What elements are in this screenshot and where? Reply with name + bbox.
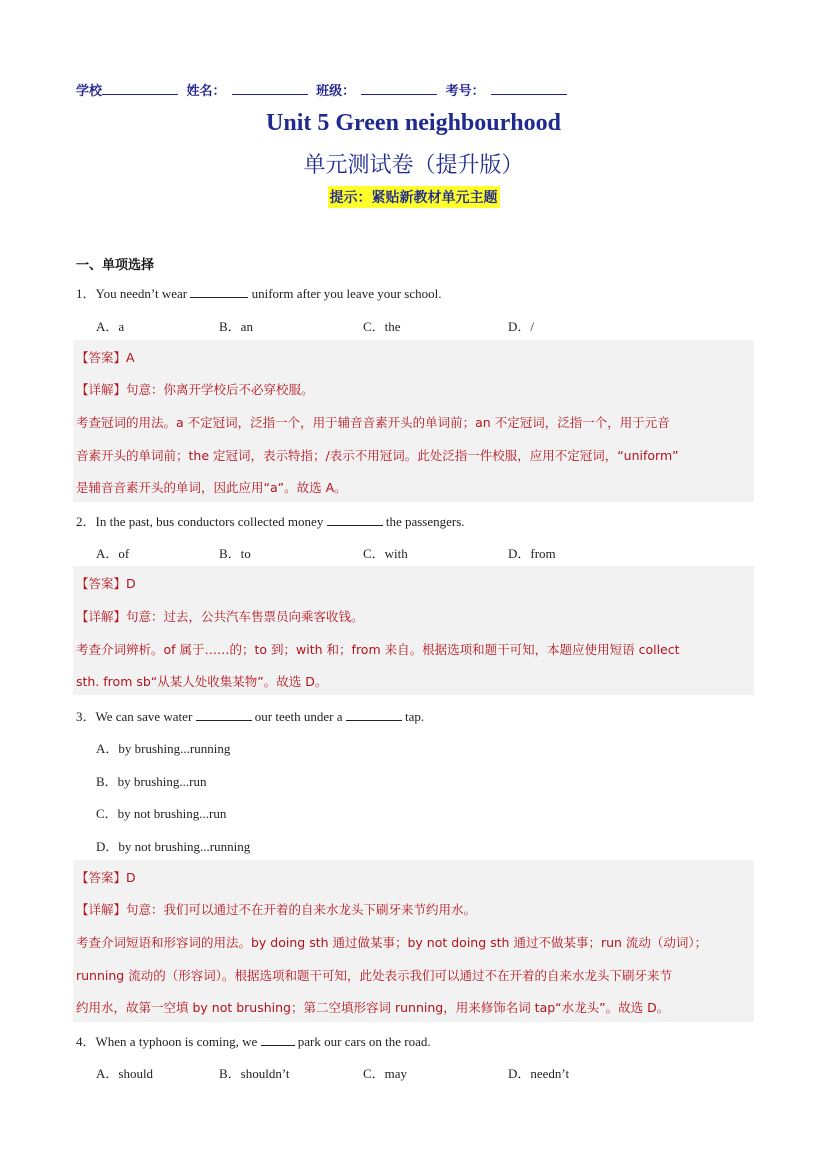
explanation-line: 考查介词辨析。of 属于……的；to 到；with 和；from 来自。根据选项和题干可知，本题应使用短语 collect (76, 642, 680, 657)
explanation-line: 是辅音音素开头的单词，因此应用“a”。故选 A。 (76, 480, 347, 495)
option-a[interactable]: A．by brushing...running (96, 741, 231, 756)
title-english-text: Unit 5 Green neighbourhood (266, 110, 561, 136)
name-label: 姓名： (186, 84, 226, 99)
question-number: 2． (76, 514, 96, 529)
answer-blank-1[interactable] (196, 708, 252, 721)
question-3-answer-block (73, 860, 754, 1022)
exam-number-blank[interactable] (491, 82, 567, 95)
exam-number-field (446, 80, 571, 99)
option-a[interactable]: A．a (96, 319, 125, 334)
detail-title: 【详解】句意：你离开学校后不必穿校服。 (76, 382, 314, 397)
explanation-line: 约用水，故第一空填 by not brushing；第二空填形容词 running，用来修饰名词 tap“水龙头”。故选 D。 (76, 1000, 670, 1015)
question-2-answer-block (73, 566, 754, 695)
option-d[interactable]: D．from (508, 546, 556, 561)
explanation-line: sth. from sb“从某人处收集某物”。故选 D。 (76, 674, 328, 689)
stem-text: uniform after you leave your school. (248, 286, 442, 301)
option-c[interactable]: C．with (363, 546, 408, 561)
school-field (76, 80, 182, 99)
option-c[interactable]: C．the (363, 319, 401, 334)
question-1-answer-block (73, 340, 754, 502)
stem-text: We can save water (95, 709, 196, 724)
stem-text: In the past, bus conductors collected money (95, 514, 327, 529)
stem-text: You needn’t wear (95, 286, 191, 301)
answer-label: 【答案】A (76, 350, 135, 365)
section-title: 一、单项选择 (76, 258, 155, 273)
school-label: 学校 (76, 84, 103, 99)
student-info-fields (76, 80, 571, 99)
explanation-line: running 流动的（形容词）。根据选项和题干可知，此处表示我们可以通过不在开着的自来水龙头下刷牙来节 (76, 968, 672, 983)
stem-text: our teeth under a (251, 709, 346, 724)
question-number: 4． (76, 1034, 96, 1049)
option-a[interactable]: A．of (96, 546, 130, 561)
explanation-line: 音素开头的单词前；the 定冠词，表示特指；/表示不用冠词。此处泛指一件校服，应用不定冠词，“uniform” (76, 448, 679, 463)
answer-label: 【答案】D (76, 576, 136, 591)
option-d[interactable]: D．needn’t (508, 1066, 570, 1081)
title-chinese: 单元测试卷（提升版） (303, 153, 524, 178)
option-a[interactable]: A．should (96, 1066, 154, 1081)
detail-title: 【详解】句意：我们可以通过不在开着的自来水龙头下刷牙来节约用水。 (76, 902, 477, 917)
option-d[interactable]: D．/ (508, 319, 535, 334)
tip-wrapper (0, 186, 827, 208)
explanation-line: 考查介词短语和形容词的用法。by doing sth 通过做某事；by not doing sth 通过不做某事；run 流动（动词）； (76, 935, 708, 950)
class-label: 班级： (316, 84, 356, 99)
title-english (0, 110, 827, 137)
detail-title: 【详解】句意：过去，公共汽车售票员向乘客收钱。 (76, 609, 364, 624)
class-blank[interactable] (361, 82, 437, 95)
question-2-stem (76, 511, 465, 530)
option-b[interactable]: B．shouldn’t (219, 1066, 290, 1081)
question-number: 1． (76, 286, 96, 301)
tip-highlight: 提示：紧贴新教材单元主题 (328, 186, 500, 208)
option-b[interactable]: B．to (219, 546, 251, 561)
stem-text: park our cars on the road. (294, 1034, 431, 1049)
option-d[interactable]: D．by not brushing...running (96, 839, 251, 854)
option-c[interactable]: C．by not brushing...run (96, 806, 227, 821)
question-4-stem (76, 1031, 431, 1050)
class-field (316, 80, 441, 99)
stem-text: the passengers. (382, 514, 465, 529)
name-blank[interactable] (232, 82, 308, 95)
question-3-stem (76, 706, 424, 725)
exam-number-label: 考号： (445, 84, 485, 99)
answer-label: 【答案】D (76, 870, 136, 885)
answer-blank[interactable] (190, 285, 248, 298)
explanation-line: 考查冠词的用法。a 不定冠词，泛指一个，用于辅音音素开头的单词前；an 不定冠词，泛指一个，用于元音 (76, 415, 670, 430)
name-field (187, 80, 312, 99)
stem-text: When a typhoon is coming, we (95, 1034, 261, 1049)
option-b[interactable]: B．an (219, 319, 253, 334)
school-blank[interactable] (102, 82, 178, 95)
option-b[interactable]: B．by brushing...run (96, 774, 207, 789)
option-c[interactable]: C．may (363, 1066, 408, 1081)
answer-blank[interactable] (261, 1033, 295, 1046)
question-1-stem (76, 283, 442, 302)
answer-blank-2[interactable] (346, 708, 402, 721)
question-number: 3． (76, 709, 96, 724)
stem-text: tap. (401, 709, 425, 724)
answer-blank[interactable] (327, 513, 383, 526)
